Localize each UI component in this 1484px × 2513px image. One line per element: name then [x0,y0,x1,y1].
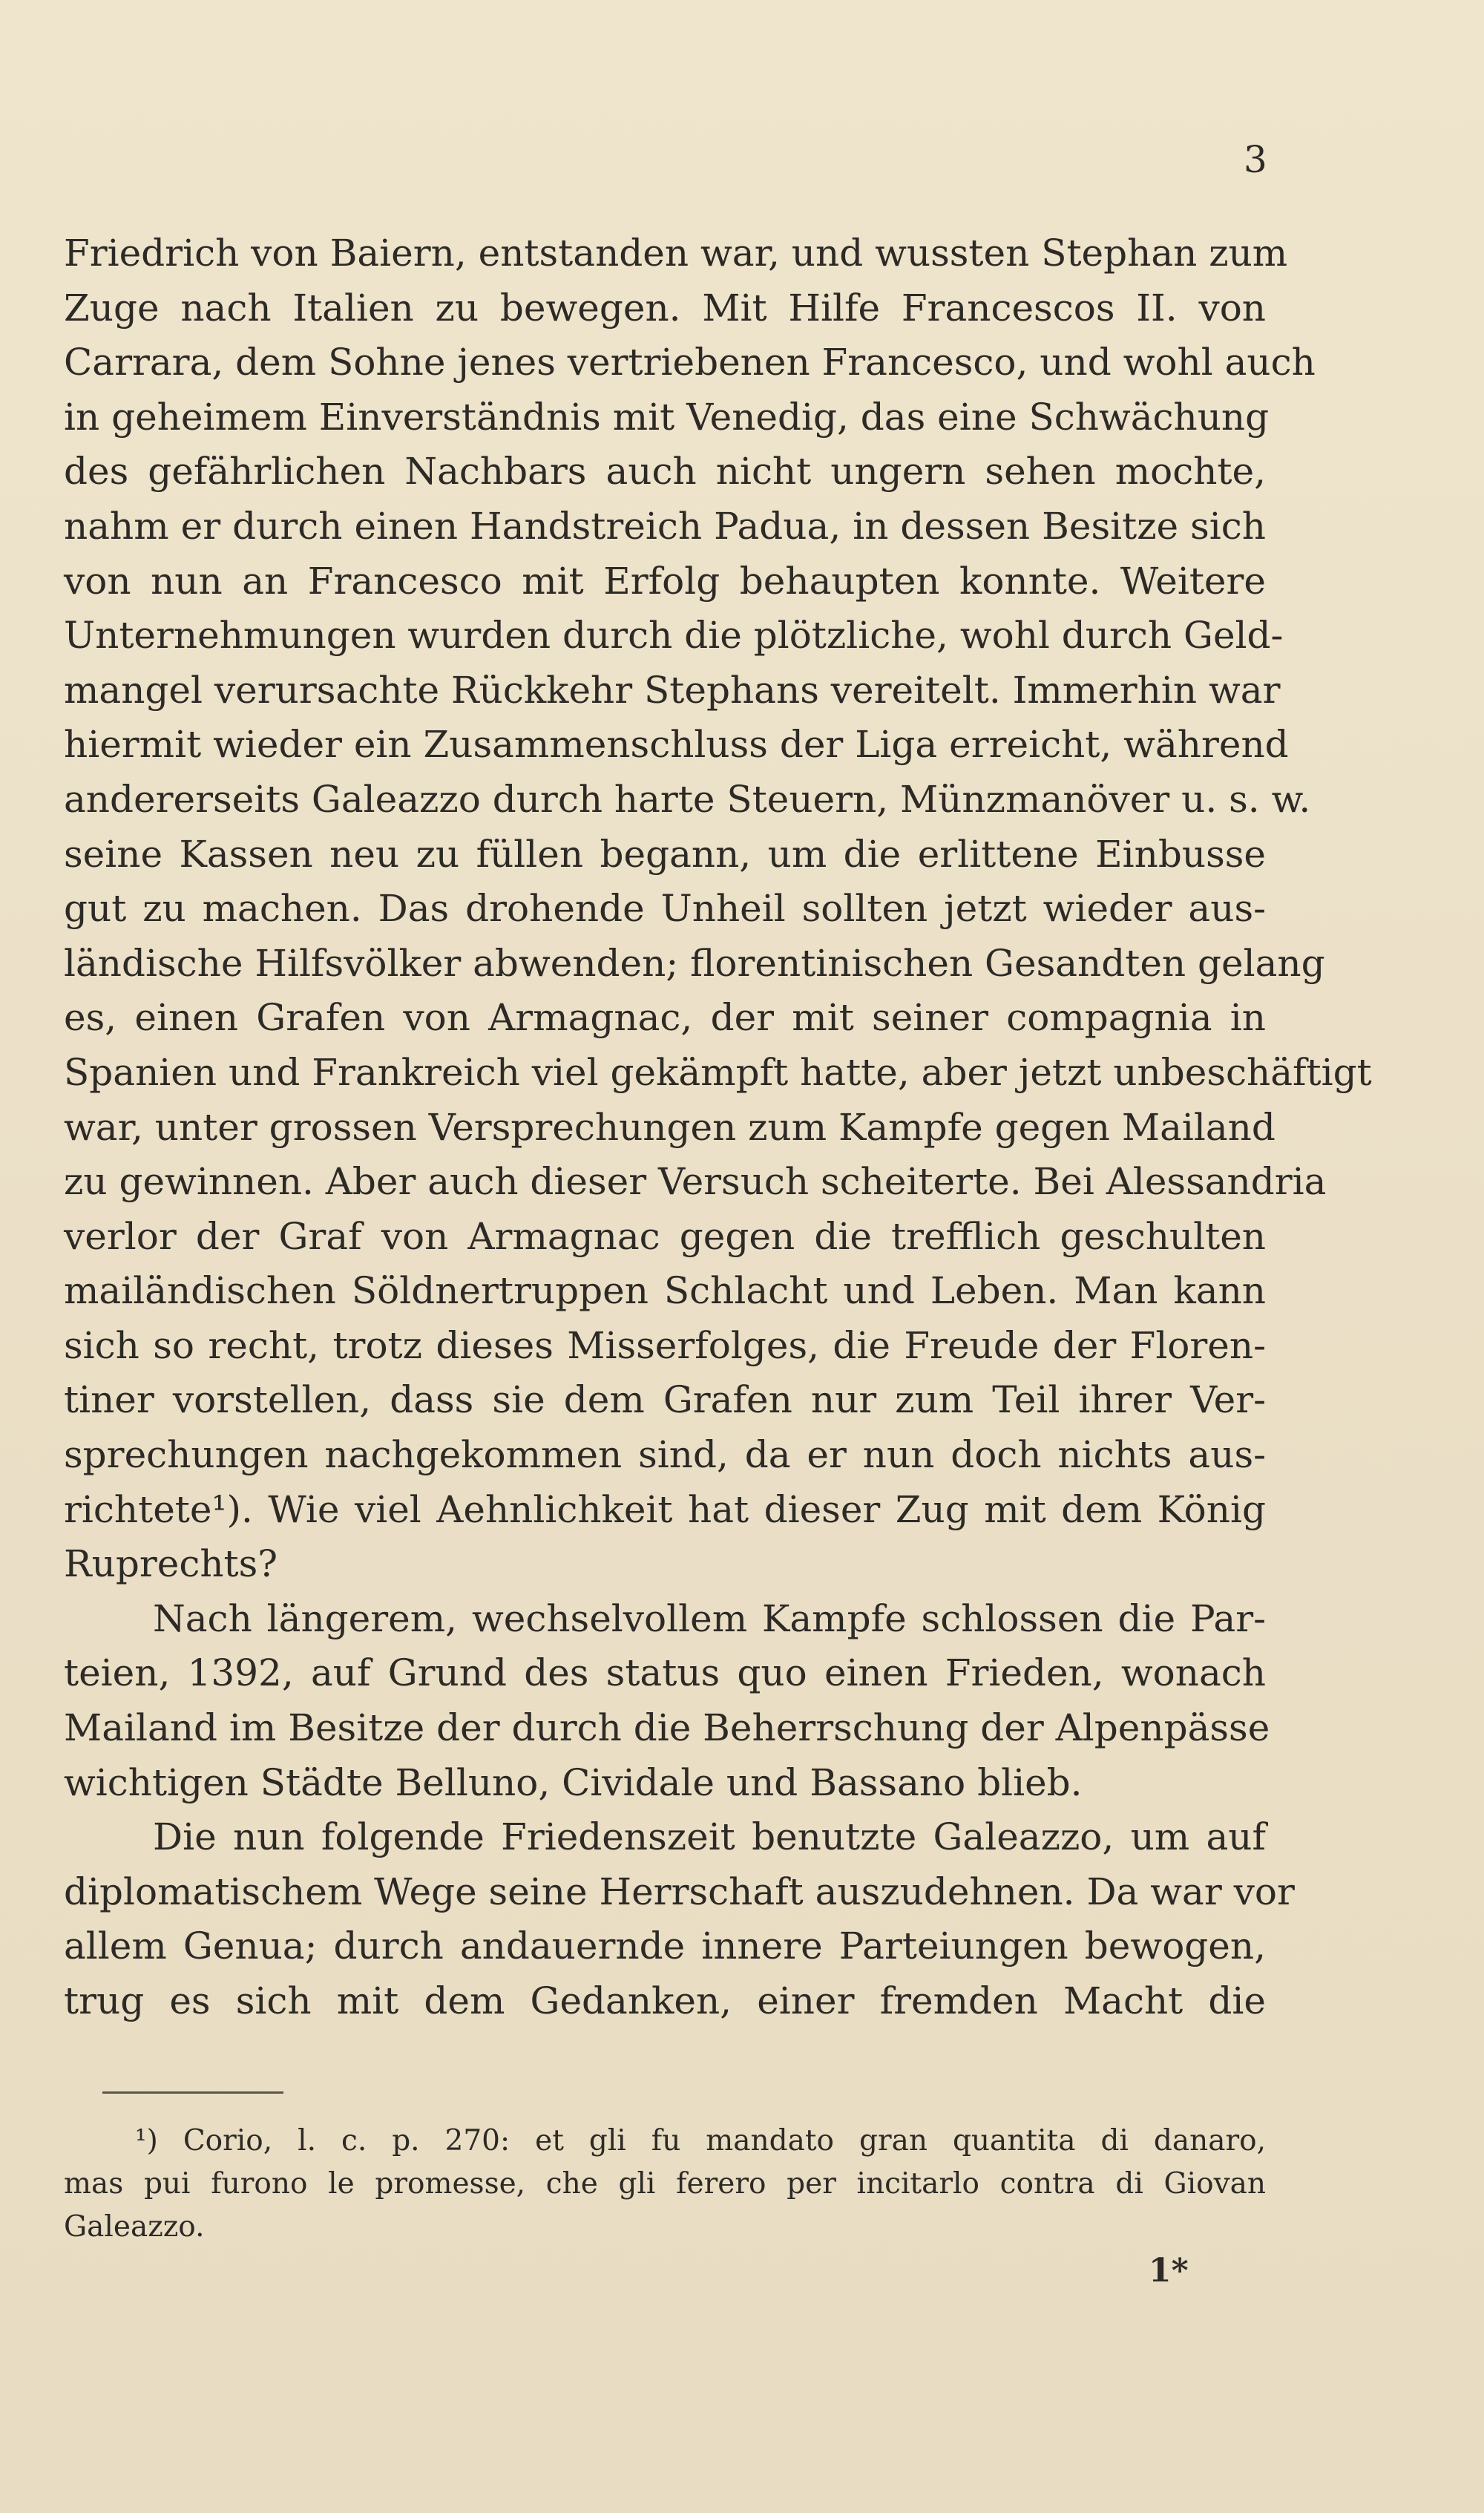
text-line: richtete¹). Wie viel Aehnlichkeit hat dieser Zug mit dem König [64,1487,1266,1531]
text-line: Ruprechts? [64,1542,278,1586]
signature-mark: 1* [1149,2252,1189,2290]
footnote-line: mas pui furono le promesse, che gli ferero per incitarlo contra di Giovan [64,2167,1266,2201]
body-text [64,226,1372,2029]
text-line: Mailand im Besitze der durch die Beherrschung der Alpenpässe [64,1706,1270,1750]
text-line: mangel verursachte Rückkehr Stephans vereitelt. Immerhin war [64,668,1281,712]
text-line: sprechungen nachgekommen sind, da er nun doch nichts aus- [64,1433,1266,1477]
footnote [64,2120,1266,2249]
text-line: es, einen Grafen von Armagnac, der mit seiner compagnia in [64,996,1266,1040]
text-line: tiner vorstellen, dass sie dem Grafen nur zum Teil ihrer Ver- [64,1378,1266,1422]
text-line: Unternehmungen wurden durch die plötzliche, wohl durch Geld- [64,614,1284,658]
text-line: zu gewinnen. Aber auch dieser Versuch scheiterte. Bei Alessandria [64,1160,1327,1204]
text-line: sich so recht, trotz dieses Misserfolges, die Freude der Floren- [64,1323,1266,1367]
text-line: Carrara, dem Sohne jenes vertriebenen Francesco, und wohl auch [64,341,1316,384]
page-number: 3 [1244,138,1267,181]
text-line: wichtigen Städte Belluno, Cividale und Bassano blieb. [64,1760,1083,1804]
text-line: allem Genua; durch andauernde innere Parteiungen bewogen, [64,1924,1266,1968]
text-line: mailändischen Söldnertruppen Schlacht und Leben. Man kann [64,1269,1266,1313]
text-line: andererseits Galeazzo durch harte Steuern, Münzmanöver u. s. w. [64,777,1311,821]
text-line: war, unter grossen Versprechungen zum Kampfe gegen Mailand [64,1105,1275,1149]
text-line: von nun an Francesco mit Erfolg behaupten konnte. Weitere [64,559,1266,603]
text-line: seine Kassen neu zu füllen begann, um die erlittene Einbusse [64,832,1266,876]
footnote-divider [102,2091,283,2094]
footnote-line: ¹) Corio, l. c. p. 270: et gli fu mandato gran quantita di danaro, [135,2124,1266,2157]
text-line: ländische Hilfsvölker abwenden; florentinischen Gesandten gelang [64,941,1325,985]
text-line: in geheimem Einverständnis mit Venedig, das eine Schwächung [64,395,1270,439]
paragraph-start-line: Nach längerem, wechselvollem Kampfe schlossen die Par- [153,1596,1266,1640]
text-line: verlor der Graf von Armagnac gegen die trefflich geschulten [64,1214,1266,1258]
text-line: Zuge nach Italien zu bewegen. Mit Hilfe Francescos II. von [64,286,1266,330]
text-line: des gefährlichen Nachbars auch nicht ungern sehen mochte, [64,450,1266,494]
text-line: diplomatischem Wege seine Herrschaft auszudehnen. Da war vor [64,1870,1295,1913]
footnote-line: Galeazzo. [64,2210,205,2244]
text-line: Spanien und Frankreich viel gekämpft hatte, aber jetzt unbeschäftigt [64,1050,1372,1094]
text-line: gut zu machen. Das drohende Unheil sollten jetzt wieder aus- [64,887,1266,931]
text-line: trug es sich mit dem Gedanken, einer fremden Macht die [64,1979,1266,2022]
paragraph-start-line: Die nun folgende Friedenszeit benutzte Galeazzo, um auf [153,1815,1266,1859]
text-line: nahm er durch einen Handstreich Padua, in dessen Besitze sich [64,504,1266,548]
text-line: Friedrich von Baiern, entstanden war, und wussten Stephan zum [64,232,1288,275]
text-line: teien, 1392, auf Grund des status quo einen Frieden, wonach [64,1651,1266,1695]
text-line: hiermit wieder ein Zusammenschluss der Liga erreicht, während [64,723,1289,767]
